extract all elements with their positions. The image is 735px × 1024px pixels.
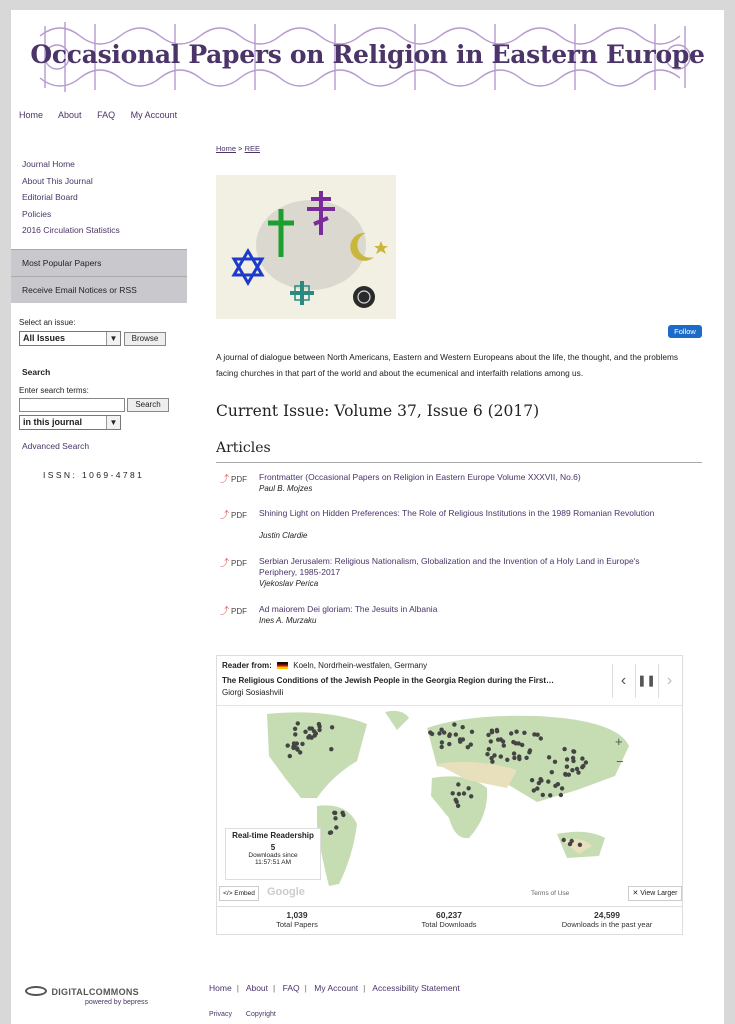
pause-icon[interactable]: ❚❚ bbox=[635, 664, 657, 698]
zoom-out-button[interactable]: − bbox=[616, 754, 624, 769]
reader-dot bbox=[541, 793, 545, 797]
reader-dot bbox=[565, 757, 569, 761]
privacy-link[interactable]: Privacy bbox=[209, 1011, 232, 1018]
current-issue-heading: Current Issue: Volume 37, Issue 6 (2017) bbox=[216, 402, 540, 420]
reader-dot bbox=[440, 740, 444, 744]
reader-dot bbox=[547, 755, 551, 759]
reader-dot bbox=[505, 758, 509, 762]
reader-bar bbox=[217, 656, 682, 706]
reader-dot bbox=[293, 732, 297, 736]
reader-dot bbox=[548, 793, 552, 797]
pdf-icon: ⤴ bbox=[220, 474, 230, 484]
reader-dot bbox=[317, 728, 321, 732]
article-title[interactable]: Serbian Jerusalem: Religious Nationalism, Globalization and the Invention of a Holy Land in Europe's Periphery, 1985-2017 bbox=[259, 556, 640, 577]
chevron-down-icon: ▼ bbox=[106, 332, 120, 345]
reader-dot bbox=[298, 750, 302, 754]
stat-total-papers bbox=[237, 910, 357, 929]
nav-faq[interactable]: FAQ bbox=[97, 110, 116, 120]
top-navigation bbox=[19, 110, 190, 120]
recent-paper-title[interactable]: The Religious Conditions of the Jewish People in the Georgia Region during the First… bbox=[222, 676, 555, 685]
advanced-search-link[interactable]: Advanced Search bbox=[22, 441, 90, 451]
reader-dot bbox=[496, 738, 500, 742]
reader-dot bbox=[490, 730, 494, 734]
reader-dot bbox=[511, 740, 515, 744]
search-scope-select[interactable] bbox=[19, 415, 121, 430]
reader-dot bbox=[565, 765, 569, 769]
article-title[interactable]: Shining Light on Hidden Preferences: The Role of Religious Institutions in the 1989 Romanian Revolution bbox=[259, 508, 655, 518]
reader-dot bbox=[296, 721, 300, 725]
reader-dot bbox=[456, 804, 460, 808]
reader-dot bbox=[571, 756, 575, 760]
reader-dot bbox=[329, 747, 333, 751]
reader-dot bbox=[530, 778, 534, 782]
reader-dot bbox=[550, 770, 554, 774]
reader-dot bbox=[300, 742, 304, 746]
digital-commons-swoosh-icon bbox=[25, 986, 47, 996]
reader-dot bbox=[553, 760, 557, 764]
expand-icon: ✕ bbox=[632, 890, 641, 897]
pdf-link[interactable] bbox=[220, 472, 247, 485]
reader-dot bbox=[330, 725, 334, 729]
reader-dot bbox=[499, 754, 503, 758]
reader-dot bbox=[580, 756, 584, 760]
embed-button[interactable]: </> Embed bbox=[219, 886, 259, 901]
stat-value: 24,599 bbox=[594, 910, 620, 920]
stat-total-downloads bbox=[389, 910, 509, 929]
reader-dot bbox=[286, 743, 290, 747]
reader-dot bbox=[539, 736, 543, 740]
realtime-time: 11:57:51 AM bbox=[254, 859, 292, 866]
pdf-link[interactable] bbox=[220, 604, 247, 617]
reader-from-label: Reader from: bbox=[222, 661, 272, 670]
reader-dot bbox=[572, 750, 576, 754]
flag-germany-icon bbox=[277, 662, 288, 669]
terms-of-use-link[interactable]: Terms of Use bbox=[531, 890, 570, 897]
breadcrumb-current[interactable]: REE bbox=[244, 144, 260, 153]
search-scope-value: in this journal bbox=[23, 417, 83, 427]
sidebar-link-policies[interactable]: Policies bbox=[22, 208, 52, 219]
breadcrumb bbox=[216, 144, 260, 153]
footer bbox=[11, 965, 724, 1024]
sidebar-link-about-journal[interactable]: About This Journal bbox=[22, 175, 93, 186]
reader-dot bbox=[532, 788, 536, 792]
view-larger-button[interactable] bbox=[628, 886, 682, 901]
reader-dot bbox=[575, 767, 579, 771]
reader-dot bbox=[470, 730, 474, 734]
pdf-label: PDF bbox=[231, 559, 248, 568]
reader-dot bbox=[303, 730, 307, 734]
stat-value: 1,039 bbox=[286, 910, 308, 920]
reader-dot bbox=[313, 733, 317, 737]
sidebar bbox=[11, 156, 187, 303]
search-button[interactable]: Search bbox=[127, 398, 169, 412]
reader-dot bbox=[340, 811, 344, 815]
stat-label: Total Papers bbox=[276, 920, 318, 929]
sidebar-link-journal-home[interactable]: Journal Home bbox=[22, 159, 75, 169]
digital-commons-logo[interactable] bbox=[25, 982, 148, 1006]
reader-dot bbox=[489, 756, 493, 760]
reader-dot bbox=[461, 725, 465, 729]
reader-dot bbox=[584, 760, 588, 764]
pdf-label: PDF bbox=[231, 607, 248, 616]
google-logo: Google bbox=[267, 886, 305, 898]
reader-dot bbox=[306, 735, 310, 739]
reader-dot bbox=[469, 742, 473, 746]
reader-dot bbox=[538, 777, 542, 781]
reader-dot bbox=[502, 743, 506, 747]
footer-link-accessibility[interactable]: Accessibility Statement bbox=[372, 983, 460, 993]
reader-dot bbox=[495, 728, 499, 732]
pdf-icon: ⤴ bbox=[220, 558, 230, 568]
chevron-down-icon: ▼ bbox=[106, 416, 120, 429]
reader-dot bbox=[489, 739, 493, 743]
readership-widget bbox=[216, 655, 683, 935]
reader-dot bbox=[437, 731, 441, 735]
reader-dot bbox=[546, 779, 550, 783]
page bbox=[11, 10, 724, 1024]
reader-dot bbox=[578, 843, 582, 847]
reader-dot bbox=[512, 756, 516, 760]
sidebar-link-editorial-board[interactable]: Editorial Board bbox=[22, 192, 78, 202]
reader-dot bbox=[334, 825, 338, 829]
reader-dot bbox=[580, 765, 584, 769]
reader-dot bbox=[466, 786, 470, 790]
reader-dot bbox=[570, 768, 574, 772]
reader-dot bbox=[428, 730, 432, 734]
widget-stats bbox=[217, 906, 682, 934]
reader-dot bbox=[457, 792, 461, 796]
recent-paper-author: Giorgi Sosiashvili bbox=[222, 688, 284, 697]
realtime-title: Real-time Readership bbox=[232, 831, 314, 840]
reader-dot bbox=[455, 800, 459, 804]
stat-label: Total Downloads bbox=[421, 920, 477, 929]
nav-about[interactable]: About bbox=[58, 110, 82, 120]
reader-dot bbox=[333, 816, 337, 820]
footer-link-home[interactable]: Home bbox=[209, 983, 232, 993]
article-title[interactable]: Ad maiorem Dei gloriam: The Jesuits in Albania bbox=[259, 604, 438, 614]
reader-dot bbox=[448, 732, 452, 736]
reader-dot bbox=[556, 782, 560, 786]
reader-dot bbox=[501, 739, 505, 743]
breadcrumb-separator: > bbox=[236, 144, 245, 153]
article-author: Ines A. Murzaku bbox=[259, 616, 317, 625]
reader-dot bbox=[329, 830, 333, 834]
most-popular-papers-button[interactable]: Most Popular Papers bbox=[11, 249, 187, 276]
realtime-since-label: Downloads since bbox=[248, 852, 298, 859]
reader-dot bbox=[559, 793, 563, 797]
reader-dot bbox=[514, 730, 518, 734]
journal-description: A journal of dialogue between North Americans, Eastern and Western Europeans about the life, the thought, and the problems facing churches in that part of the world and about the ecumenical and interfaith relations among us. bbox=[216, 352, 679, 378]
reader-dot bbox=[562, 838, 566, 842]
reader-location: Koeln, Nordrhein-westfalen, Germany bbox=[293, 661, 428, 670]
sidebar-link-circulation-stats[interactable]: 2016 Circulation Statistics bbox=[22, 225, 120, 235]
realtime-count: 5 bbox=[270, 843, 276, 852]
search-terms-label: Enter search terms: bbox=[19, 386, 89, 395]
reader-dot bbox=[333, 811, 337, 815]
reader-dot bbox=[288, 754, 292, 758]
breadcrumb-home[interactable]: Home bbox=[216, 144, 237, 153]
pdf-label: PDF bbox=[231, 475, 248, 484]
issue-select[interactable] bbox=[19, 331, 121, 346]
search-heading: Search bbox=[22, 367, 51, 377]
chevron-left-icon[interactable]: ‹ bbox=[612, 664, 634, 698]
footer-links: Home | About | FAQ | My Account | Accessibility Statement bbox=[209, 983, 460, 993]
divider bbox=[216, 462, 702, 463]
article-title[interactable]: Frontmatter (Occasional Papers on Religion in Eastern Europe Volume XXXVII, No.6) bbox=[259, 472, 581, 482]
logo-sub-text: powered by bepress bbox=[85, 999, 149, 1006]
reader-dot bbox=[451, 791, 455, 795]
email-notices-rss-button[interactable]: Receive Email Notices or RSS bbox=[11, 276, 187, 303]
footer-link-about[interactable]: About bbox=[245, 983, 269, 993]
reader-dot bbox=[462, 791, 466, 795]
reader-dot bbox=[522, 731, 526, 735]
nav-my-account[interactable]: My Account bbox=[130, 110, 178, 120]
article-author: Justin Clardie bbox=[259, 531, 308, 540]
stat-value: 60,237 bbox=[436, 910, 462, 920]
reader-dot bbox=[528, 748, 532, 752]
chevron-right-icon[interactable]: › bbox=[658, 664, 680, 698]
footer-link-faq[interactable]: FAQ bbox=[282, 983, 300, 993]
reader-dot bbox=[517, 757, 521, 761]
article-author: Paul B. Mojzes bbox=[259, 484, 313, 493]
footer-small-links bbox=[209, 1011, 276, 1018]
reader-dot bbox=[292, 741, 296, 745]
journal-cover-image bbox=[216, 175, 396, 319]
stat-label: Downloads in the past year bbox=[561, 920, 653, 929]
follow-button[interactable]: Follow bbox=[668, 325, 702, 338]
reader-dot bbox=[512, 751, 516, 755]
site-title[interactable]: Occasional Papers on Religion in Eastern Europe bbox=[30, 40, 705, 69]
reader-dot bbox=[469, 794, 473, 798]
articles-heading: Articles bbox=[216, 440, 271, 456]
pdf-link[interactable] bbox=[220, 508, 247, 521]
reader-dot bbox=[293, 727, 297, 731]
reader-dot bbox=[517, 741, 521, 745]
nav-home[interactable]: Home bbox=[19, 110, 44, 120]
stat-downloads-past-year bbox=[542, 910, 672, 929]
pdf-icon: ⤴ bbox=[220, 510, 230, 520]
reader-dot bbox=[307, 726, 311, 730]
reader-dot bbox=[524, 756, 528, 760]
zoom-in-button[interactable]: + bbox=[615, 734, 623, 749]
pdf-label: PDF bbox=[231, 511, 248, 520]
reader-dot bbox=[532, 732, 536, 736]
reader-dot bbox=[456, 782, 460, 786]
reader-dot bbox=[562, 747, 566, 751]
pdf-link[interactable] bbox=[220, 556, 247, 569]
reader-dot bbox=[485, 752, 489, 756]
article-author: Vjekoslav Perica bbox=[259, 579, 319, 588]
logo-main-text: DIGITALCOMMONS bbox=[51, 987, 139, 997]
reader-dot bbox=[560, 786, 564, 790]
reader-dot bbox=[486, 733, 490, 737]
reader-dot bbox=[458, 740, 462, 744]
copyright-link[interactable]: Copyright bbox=[245, 1011, 276, 1018]
issue-select-value: All Issues bbox=[23, 333, 66, 343]
footer-link-my-account[interactable]: My Account bbox=[314, 983, 359, 993]
pdf-icon: ⤴ bbox=[220, 606, 230, 616]
reader-dot bbox=[568, 842, 572, 846]
reader-dot bbox=[509, 731, 513, 735]
reader-dot bbox=[454, 732, 458, 736]
reader-dot bbox=[442, 730, 446, 734]
browse-button[interactable]: Browse bbox=[124, 332, 166, 346]
issn: ISSN: 1069-4781 bbox=[43, 470, 145, 480]
reader-dot bbox=[295, 746, 299, 750]
reader-dot bbox=[452, 722, 456, 726]
search-input[interactable] bbox=[19, 398, 125, 412]
reader-dot bbox=[564, 773, 568, 777]
view-larger-label: View Larger bbox=[640, 890, 678, 897]
reader-dot bbox=[447, 742, 451, 746]
select-issue-label: Select an issue: bbox=[19, 318, 76, 327]
reader-dot bbox=[487, 747, 491, 751]
reader-dot bbox=[312, 729, 316, 733]
reader-dot bbox=[440, 745, 444, 749]
reader-dot bbox=[537, 781, 541, 785]
realtime-readership-box bbox=[225, 828, 321, 880]
